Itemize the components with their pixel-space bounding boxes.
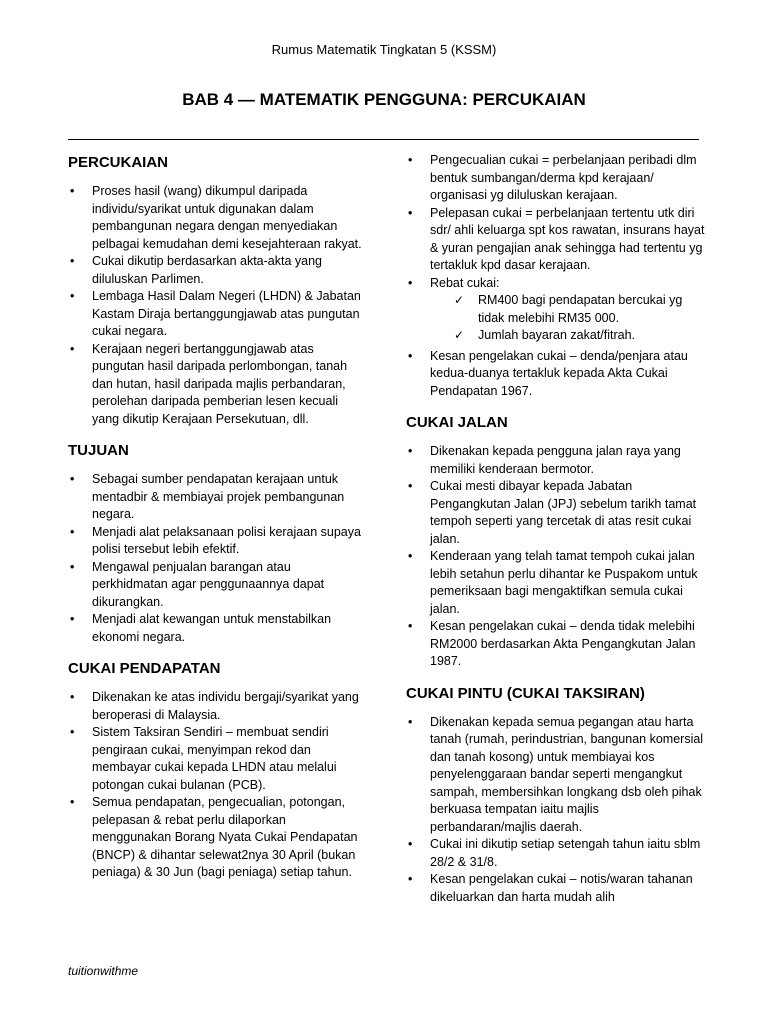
list-item: • Sistem Taksiran Sendiri – membuat sendiri pengiraan cukai, menyimpan rekod dan membayar cukai kepada LHDN atau melalui potongan cukai bulanan (PCB).	[68, 724, 368, 794]
list-item: • Kesan pengelakan cukai – denda tidak melebihi RM2000 berdasarkan Akta Pengangkutan Jalan 1987.	[406, 618, 706, 671]
checkmark-icon: ✓	[454, 293, 465, 307]
title-divider	[68, 139, 699, 140]
list-item: • Lembaga Hasil Dalam Negeri (LHDN) & Jabatan Kastam Diraja bertanggungjawab atas pungutan cukai negara.	[68, 288, 368, 341]
list-item: • Proses hasil (wang) dikumpul daripada individu/syarikat untuk digunakan dalam pembangunan negara dengan menyediakan pelbagai kemudahan demi kesejahteraan rakyat.	[68, 183, 368, 253]
heading-cukai-pendapatan: CUKAI PENDAPATAN	[68, 660, 221, 677]
left-column	[68, 152, 368, 882]
list-item: • Menjadi alat kewangan untuk menstabilkan ekonomi negara.	[68, 611, 368, 646]
list-item: • Dikenakan kepada pengguna jalan raya yang memiliki kenderaan bermotor.	[406, 443, 706, 478]
page-title: BAB 4 — MATEMATIK PENGGUNA: PERCUKAIAN	[182, 90, 586, 109]
page-footer: tuitionwithme	[68, 964, 139, 978]
check-item: ✓ Jumlah bayaran zakat/fitrah.	[454, 327, 706, 345]
list-item: • Semua pendapatan, pengecualian, potongan, pelepasan & rebat perlu dilaporkan menggunakan Borang Nyata Cukai Pendapatan (BNCP) & dihantar selewat2nya 30 April (bukan peniaga) & 30 Jun (bagi peniaga) setiap tahun.	[68, 794, 368, 882]
list-item: • Sebagai sumber pendapatan kerajaan untuk mentadbir & membiayai projek pembangunan negara.	[68, 471, 368, 524]
right-column	[406, 152, 706, 906]
rebat-check-list	[430, 292, 706, 345]
rebat-label: Rebat cukai:	[430, 275, 500, 290]
list-item: • Pengecualian cukai = perbelanjaan peribadi dlm bentuk sumbangan/derma kpd kerajaan/ organisasi yg diluluskan kerajaan.	[406, 152, 706, 205]
list-item: • Kesan pengelakan cukai – denda/penjara atau kedua-duanya tertakluk kepada Akta Cukai Pendapatan 1967.	[406, 348, 706, 401]
list-item: • Cukai dikutip berdasarkan akta-akta yang diluluskan Parlimen.	[68, 253, 368, 288]
percukaian-list	[68, 183, 368, 428]
cukai-jalan-list	[406, 443, 706, 671]
list-item: • Kenderaan yang telah tamat tempoh cukai jalan lebih setahun perlu dihantar ke Puspakom untuk pemeriksaan bagi mengaktifkan semula cukai jalan.	[406, 548, 706, 618]
heading-percukaian: PERCUKAIAN	[68, 154, 169, 171]
page-header: Rumus Matematik Tingkatan 5 (KSSM)	[271, 42, 497, 57]
tujuan-list	[68, 471, 368, 646]
list-item: • Cukai ini dikutip setiap setengah tahun iaitu sblm 28/2 & 31/8.	[406, 836, 706, 871]
heading-cukai-jalan: CUKAI JALAN	[406, 414, 508, 431]
list-item: • Dikenakan kepada semua pegangan atau harta tanah (rumah, perindustrian, bangunan komersial dan tanah kosong) untuk membiayai kos penyelenggaraan bandar seperti mengangkut sampah, membersihkan longkang dsb oleh pihak berkuasa tempatan iaitu majlis perbandaran/majlis daerah.	[406, 714, 706, 837]
cukai-pendapatan-list	[68, 689, 368, 882]
cukai-pintu-list	[406, 714, 706, 907]
list-item: • Mengawal penjualan barangan atau perkhidmatan agar penggunaannya dapat dikurangkan.	[68, 559, 368, 612]
heading-tujuan: TUJUAN	[68, 442, 129, 459]
pengecualian-list	[406, 152, 706, 400]
list-item: • Kesan pengelakan cukai – notis/waran tahanan dikeluarkan dan harta mudah alih	[406, 871, 706, 906]
list-item: • Menjadi alat pelaksanaan polisi kerajaan supaya polisi tersebut lebih efektif.	[68, 524, 368, 559]
list-item: • Dikenakan ke atas individu bergaji/syarikat yang beroperasi di Malaysia.	[68, 689, 368, 724]
checkmark-icon: ✓	[454, 328, 465, 342]
heading-cukai-pintu: CUKAI PINTU (CUKAI TAKSIRAN)	[406, 684, 645, 702]
list-item: • Kerajaan negeri bertanggungjawab atas pungutan hasil daripada perlombongan, tanah dan hutan, hasil daripada majlis perbandaran, perolehan daripada pemberian lesen kecuali yang dikutip Kerajaan Persekutuan, dll.	[68, 341, 368, 429]
list-item: • Pelepasan cukai = perbelanjaan tertentu utk diri sdr/ ahli keluarga spt kos rawatan, insurans hayat & yuran pengajian anak sehingga had tertentu yg tertakluk kpd dasar kerajaan.	[406, 205, 706, 275]
list-item: • Cukai mesti dibayar kepada Jabatan Pengangkutan Jalan (JPJ) sebelum tarikh tamat tempoh seperti yang tercetak di atas resit cukai jalan.	[406, 478, 706, 548]
check-item: ✓ RM400 bagi pendapatan bercukai yg tidak melebihi RM35 000.	[454, 293, 683, 325]
list-item	[406, 275, 706, 345]
